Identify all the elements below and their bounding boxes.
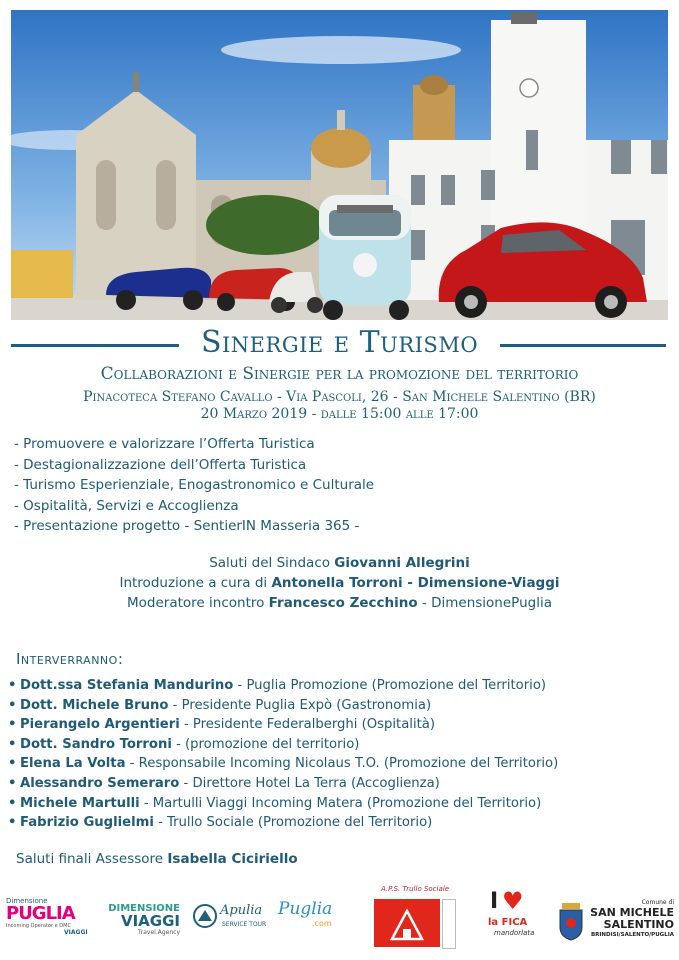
closing-name: Isabella Ciciriello — [167, 851, 298, 867]
apulia-service-tour-logo — [192, 903, 267, 943]
host-prefix: Introduzione a cura di — [119, 575, 272, 591]
heart-icon: ♥ — [502, 887, 524, 915]
logo-text: .com — [312, 919, 332, 928]
host-name: Giovanni Allegrini — [334, 555, 470, 571]
topic-item: - Destagionalizzazione dell’Offerta Turistica — [14, 456, 307, 473]
closing-line — [16, 851, 298, 867]
speaker-role: - Trullo Sociale (Promozione del Territorio) — [153, 815, 433, 831]
logo-text: Incoming Operator e DMC — [6, 923, 71, 929]
bullet-icon: • — [8, 775, 17, 791]
host-prefix: Moderatore incontro — [127, 595, 269, 611]
speaker-role: - Martulli Viaggi Incoming Matera (Promozione del Territorio) — [139, 795, 542, 811]
host-prefix: Saluti del Sindaco — [209, 555, 335, 571]
logo-text: A.P.S. Trullo Sociale — [380, 885, 450, 893]
speaker-role: - Responsabile Incoming Nicolaus T.O. (Promozione del Territorio) — [125, 756, 559, 772]
comune-san-michele-logo — [556, 899, 674, 949]
speaker-role: - Presidente Puglia Expò (Gastronomia) — [168, 697, 432, 713]
logo-text: Travel.Agency — [138, 929, 180, 936]
topic-item: - Presentazione progetto - SentierIN Masseria 365 - — [14, 518, 360, 534]
bullet-icon: • — [8, 736, 17, 752]
speaker-row — [8, 774, 558, 794]
speakers-heading: Interverranno: — [16, 650, 124, 668]
bullet-icon: • — [8, 697, 17, 713]
speaker-name: Dott. Michele Bruno — [20, 697, 169, 713]
speaker-name: Michele Martulli — [20, 795, 140, 811]
puglia-com-logo — [278, 899, 338, 939]
bullet-icon: • — [8, 815, 17, 831]
closing-prefix: Saluti finali Assessore — [16, 851, 168, 867]
event-date: 20 Marzo 2019 - dalle 15:00 alle 17:00 — [200, 406, 479, 422]
bullet-icon: • — [8, 678, 17, 693]
logo-text: SALENTINO — [603, 918, 674, 931]
speaker-row — [8, 715, 558, 735]
event-venue: Pinacoteca Stefano Cavallo - Via Pascoli, 26 - San Michele Salentino (BR) — [83, 389, 596, 405]
speakers-list — [8, 676, 558, 833]
apulia-logo-icon — [192, 903, 218, 929]
topic-item: - Promuovere e valorizzare l’Offerta Turistica — [14, 436, 315, 452]
hero-photo — [11, 10, 668, 320]
speaker-row — [8, 696, 558, 716]
speaker-row — [8, 794, 558, 814]
logo-text: Puglia — [278, 899, 333, 919]
speaker-name: Dott. Sandro Torroni — [20, 736, 172, 752]
speaker-name: Fabrizio Guglielmi — [20, 815, 154, 831]
speaker-name: Dott.ssa Stefania Mandurino — [20, 678, 234, 693]
logo-text: DIMENSIONE — [108, 903, 180, 914]
host-suffix: - DimensionePuglia — [417, 595, 552, 611]
logo-text: VIAGGI — [120, 912, 180, 930]
speaker-name: Elena La Volta — [20, 756, 126, 772]
topic-item: - Ospitalità, Servizi e Accoglienza — [14, 497, 239, 514]
speaker-name: Alessandro Semeraro — [20, 775, 180, 791]
logo-text: SERVICE TOUR — [222, 921, 267, 928]
bullet-icon: • — [8, 717, 17, 733]
speaker-row — [8, 735, 558, 755]
la-fica-mandorlata-logo — [488, 889, 538, 949]
speaker-role: - Direttore Hotel La Terra (Accoglienza) — [179, 775, 440, 791]
trullo-icon — [374, 899, 440, 947]
host-line — [0, 593, 679, 613]
logo-text: mandorlata — [494, 929, 535, 937]
speaker-role: - Puglia Promozione (Promozione del Territorio) — [233, 678, 547, 693]
speaker-role: - (promozione del territorio) — [171, 736, 360, 752]
host-name: Antonella Torroni - Dimensione-Viaggi — [271, 575, 560, 591]
speaker-role: - Presidente Federalberghi (Ospitalità) — [179, 717, 436, 733]
speaker-row — [8, 754, 558, 774]
trullo-box — [374, 899, 440, 947]
logo-text: Dimensione — [6, 897, 48, 905]
host-line — [0, 553, 679, 573]
hosts-block — [0, 553, 679, 613]
sponsor-logos — [0, 885, 679, 955]
host-line — [0, 573, 679, 593]
bullet-icon: • — [8, 756, 17, 772]
dimensione-viaggi-logo — [100, 903, 180, 943]
topic-item: - Turismo Esperienziale, Enogastronomico e Culturale — [14, 477, 375, 493]
logo-text: BRINDISI/SALENTO/PUGLIA — [590, 932, 674, 938]
trullo-side-icons — [442, 899, 456, 949]
host-name: Francesco Zecchino — [268, 595, 418, 611]
dimensione-puglia-logo — [6, 897, 92, 945]
speaker-row — [8, 676, 558, 696]
title-row — [0, 325, 679, 361]
event-title: Sinergie e Turismo — [200, 325, 479, 360]
trullo-sociale-logo — [374, 885, 456, 949]
logo-text: VIAGGI — [64, 929, 88, 936]
logo-text: Apulia — [220, 903, 263, 918]
coat-of-arms-icon — [556, 901, 586, 941]
logo-text: I — [490, 889, 499, 914]
speaker-row — [8, 813, 558, 833]
logo-text: PUGLIA — [6, 903, 75, 924]
bullet-icon: • — [8, 795, 17, 811]
topics-list — [14, 434, 374, 537]
logo-text: SAN MICHELE — [590, 906, 674, 919]
logo-text: la FICA — [488, 917, 528, 928]
event-subtitle: Collaborazioni e Sinergie per la promozione del territorio — [100, 364, 579, 384]
logo-text: Comune di — [641, 899, 674, 906]
speaker-name: Pierangelo Argentieri — [20, 717, 180, 733]
